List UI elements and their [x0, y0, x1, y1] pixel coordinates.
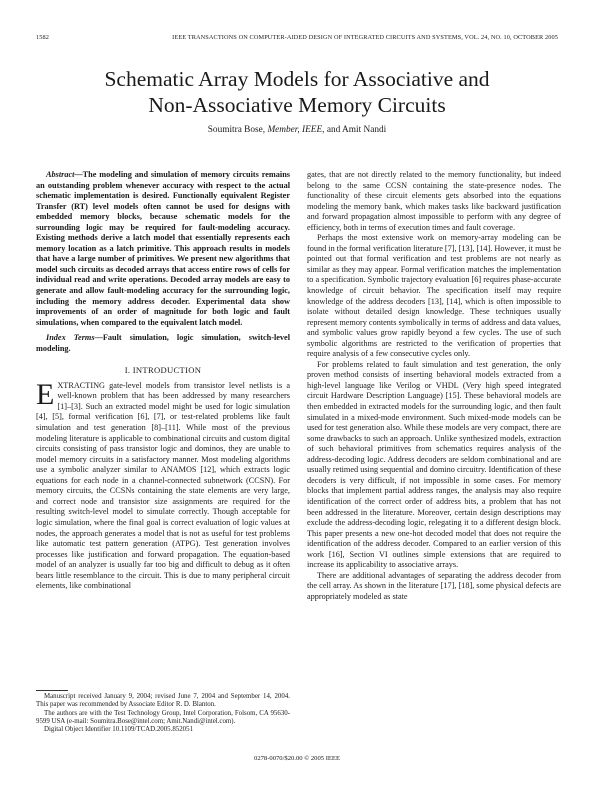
author-name-1: Soumitra Bose, — [207, 125, 266, 135]
abstract-label: Abstract — [46, 170, 75, 179]
footnote-doi: Digital Object Identifier 10.1109/TCAD.2005.852051 — [44, 726, 194, 734]
section-heading-introduction: I. INTRODUCTION — [124, 365, 202, 376]
right-paragraph-1: gates, that are not directly related to the memory functionality, but indeed belong to the same CCSN containing the state-presence nodes. The functionality of these circuit elements gets absorbed into the equations modeling the memory bank, which makes tasks like backward justification and forward propagation almost impossible to perform with any degree of efficiency, both in terms of execution times and fault coverage. — [307, 170, 561, 232]
copyright-footer: 0278-0070/$20.00 © 2005 IEEE — [254, 755, 340, 762]
abstract-paragraph — [36, 170, 290, 328]
index-terms-label: Index Terms — [46, 333, 95, 343]
author-rest: , and Amit Nandi — [322, 125, 387, 135]
footnote-block — [36, 693, 290, 734]
journal-running-head: IEEE TRANSACTIONS ON COMPUTER-AIDED DESIGN OF INTEGRATED CIRCUITS AND SYSTEMS, VOL. 24, NO. 10, OCTOBER 2005 — [172, 34, 558, 41]
footnote-affiliation: The authors are with the Test Technology Group, Intel Corporation, Folsom, CA 95630-9599 USA (e-mail: Soumitra.Bose@intel.com; Amit.Nandi@intel.com). — [36, 709, 290, 725]
right-paragraph-4: There are additional advantages of separating the address decoder from the cell array. As shown in the literature [17], [18], some physical defects are appropriately modeled as state — [307, 570, 561, 601]
author-role-1: Member, IEEE — [267, 125, 323, 135]
right-column — [307, 170, 561, 602]
right-paragraph-3: For problems related to fault simulation and test generation, the only proven method consists of inserting behavioral models extracted from a high-level language like Verilog or VHDL (Very high speed integrated circuit Hardware Description Language) [15]. These behavioral models are then embedded in extracted models for the surrounding logic, and then fault simulated in a mixed-mode environment. Such mixed-mode models can be used for test generation also. While these models are very compact, there are some drawbacks to such an approach. Unlike synthesized models, extraction of such behavioral primitives from schematics requires analysis of the address-decoding logic. Address decoders are seldom combinational and are usually retimed using sequential and domino circuitry. Identification of these decoders is very difficult, if not impossible in some cases. For memory blocks that implement partial address ranges, the analysis may also require identification of the correct order of address bits, a problem that has not been addressed in the literature. Moreover, certain design descriptions may exclude the address-decoding logic, relegating it to a different design block. This paper presents a new one-hot decoded model that does not require the identification of the address decoder. Compared to an earlier version of this work [16], Section VI outlines simple extensions that are required to increase its applicability to associative arrays. — [307, 359, 561, 570]
paper-title — [40, 66, 554, 118]
intro-paragraph-1 — [36, 377, 290, 592]
author-list — [40, 125, 554, 135]
footnote-received: Manuscript received January 9, 2004; revised June 7, 2004 and September 14, 2004. This paper was recommended by Associate Editor R. D. Blanton. — [36, 693, 290, 709]
right-paragraph-2: Perhaps the most extensive work on memory-array modeling can be found in the formal verification literature [7], [13], [14]. However, it must be pointed out that formal verification and test problems are not nearly as similar as they may appear. Formal verification matches the implementation to a specification. Symbolic trajectory evaluation [6] requires phase-accurate knowledge of circuit behavior. The specification itself may require knowledge of the address decoders [13], [14], which is often impossible to isolate without detailed design knowledge. These techniques usually represent memory contents symbolically in terms of address and data values, and symbolic values grow rapidly beyond a few cycles. The use of such symbolic algorithms are restricted to the verification of properties that require analysis of a few consecutive cycles only. — [307, 233, 561, 359]
abstract-text: —The modeling and simulation of memory circuits remains an outstanding problem whenever accuracy with respect to the actual schematic implementation is desired. Functionally equivalent Register Transfer (RT) level models often cannot be used for designs with embedded memory blocks, because schematic models for the surrounding logic may be required for fault-modeling accuracy. Existing methods derive a latch model that essentially represents each memory location as a latch primitive. This approach results in models that have a large number of primitives. We present new algorithms that model such circuits as decoded arrays that access entire rows of cells for individual read and write operations. Decoded array models are easy to generate and allow fault-modeling accuracy for the surrounding logic, including the memory address decoder. Experimental data show improvements of an order of magnitude for both logic and fault simulations, when compared to the equivalent latch model. — [36, 170, 290, 327]
drop-cap: E — [36, 377, 55, 411]
index-terms-text: —Fault simulation, logic simulation, switch-level modeling. — [36, 333, 290, 353]
left-column — [36, 170, 290, 592]
abstract-block — [36, 170, 290, 354]
page-number: 1582 — [36, 34, 49, 41]
index-terms-paragraph — [36, 333, 290, 354]
title-line-2: Non-Associative Memory Circuits — [148, 93, 446, 117]
intro-paragraph-1-text: XTRACTING gate-level models from transistor level netlists is a well-known problem that has been addressed by many researchers [1]–[3]. Such an extracted model might be used for logic simulation [4], [5], formal verification [6], [7], or test-related problems like fault simulation and test generation [8]–[11]. While most of the previous modeling literature is applicable to combinational circuits and custom digital circuits consisting of pass transistor logic and dominos, they are unable to model memory circuits in a satisfactory manner. Most modeling algorithms use a symbolic analyzer similar to ANAMOS [12], which extracts logic equations for each node in a channel-connected subnetwork (CCSN). For memory circuits, the CCSNs containing the state elements are very large, and correct node and transistor size assignments are required for the resulting switch-level model to simulate correctly. Though acceptable for logic simulation, where the final goal is correct evaluation of logic values at nodes, the approach generates a model that is not as useful for test problems like automatic test pattern generation (ATPG). Test generation involves processes like justification and forward propagation. The equation-based model of an analyzer is usually far too big and difficult to debug as it often bears little resemblance to the circuit. This is due to many peripheral circuit elements, like combinational — [36, 380, 290, 591]
title-line-1: Schematic Array Models for Associative and — [104, 67, 490, 91]
footnote-rule — [36, 690, 68, 691]
